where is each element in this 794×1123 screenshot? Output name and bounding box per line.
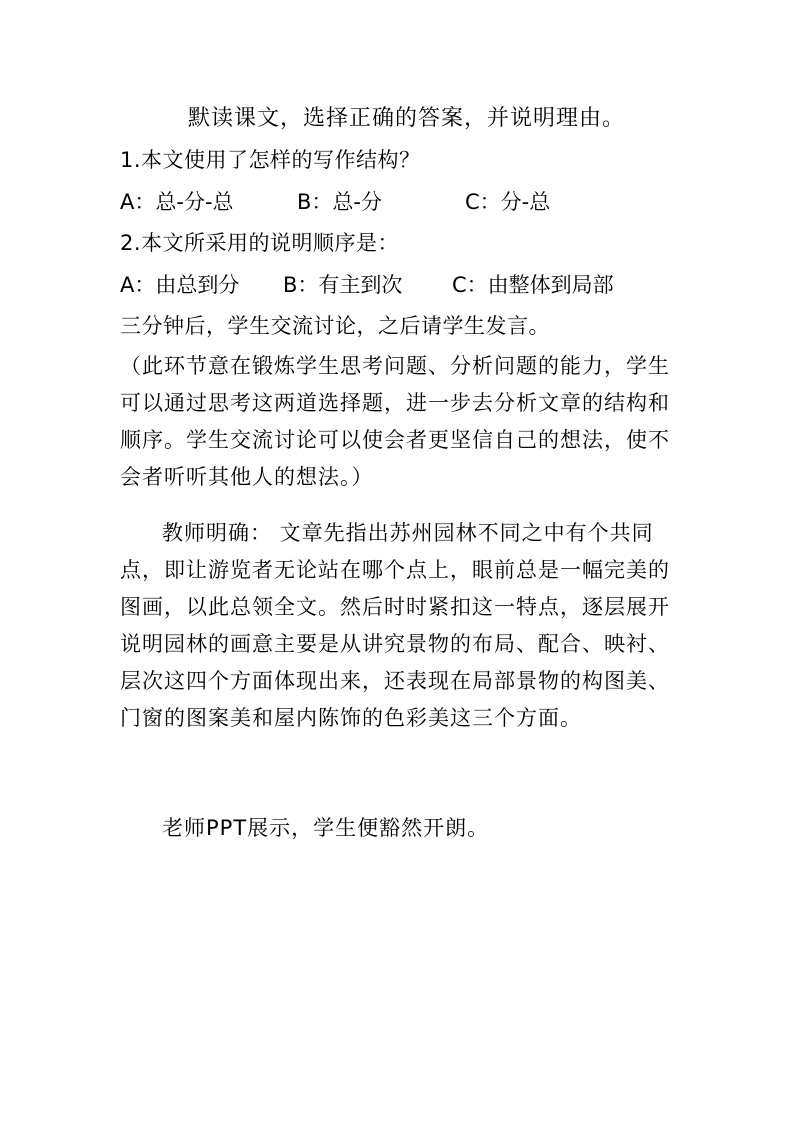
page-title: 默读课文，选择正确的答案，并说明理由。 <box>188 106 626 131</box>
q1-option-c: C：分-总 <box>465 190 551 214</box>
q2-option-b: B：有主到次 <box>283 273 403 297</box>
q2-option-a: A：由总到分 <box>120 273 240 297</box>
teacher-clarify-paragraph: 教师明确： 文章先指出苏州园林不同之中有个共同点，即让游览者无论站在哪个点上，眼前总是一幅完美的图画，以此总领全文。然后时时紧扣这一特点，逐层展开说明园林的画意主要是从讲究景物的布局、配合、映衬、层次这四个方面体现出来，还表现在局部景物的构图美、门窗的图案美和屋内陈饰的色彩美这三个方面。 <box>120 521 670 730</box>
note-paragraph: （此环节意在锻炼学生思考问题、分析问题的能力，学生可以通过思考这两道选择题，进一步去分析文章的结构和顺序。学生交流讨论可以使会者更坚信自己的想法，使不会者听听其他人的想法。） <box>120 354 670 489</box>
q2-option-c: C：由整体到局部 <box>452 273 614 297</box>
instruction-text: 三分钟后，学生交流讨论，之后请学生发言。 <box>120 314 550 338</box>
question-1: 1.本文使用了怎样的写作结构？ <box>120 148 421 172</box>
ppt-show-paragraph: 老师PPT展示，学生便豁然开朗。 <box>162 816 490 840</box>
q1-option-b: B：总-分 <box>297 190 382 214</box>
question-2: 2.本文所采用的说明顺序是： <box>120 231 400 255</box>
q1-option-a: A：总-分-总 <box>120 190 234 214</box>
